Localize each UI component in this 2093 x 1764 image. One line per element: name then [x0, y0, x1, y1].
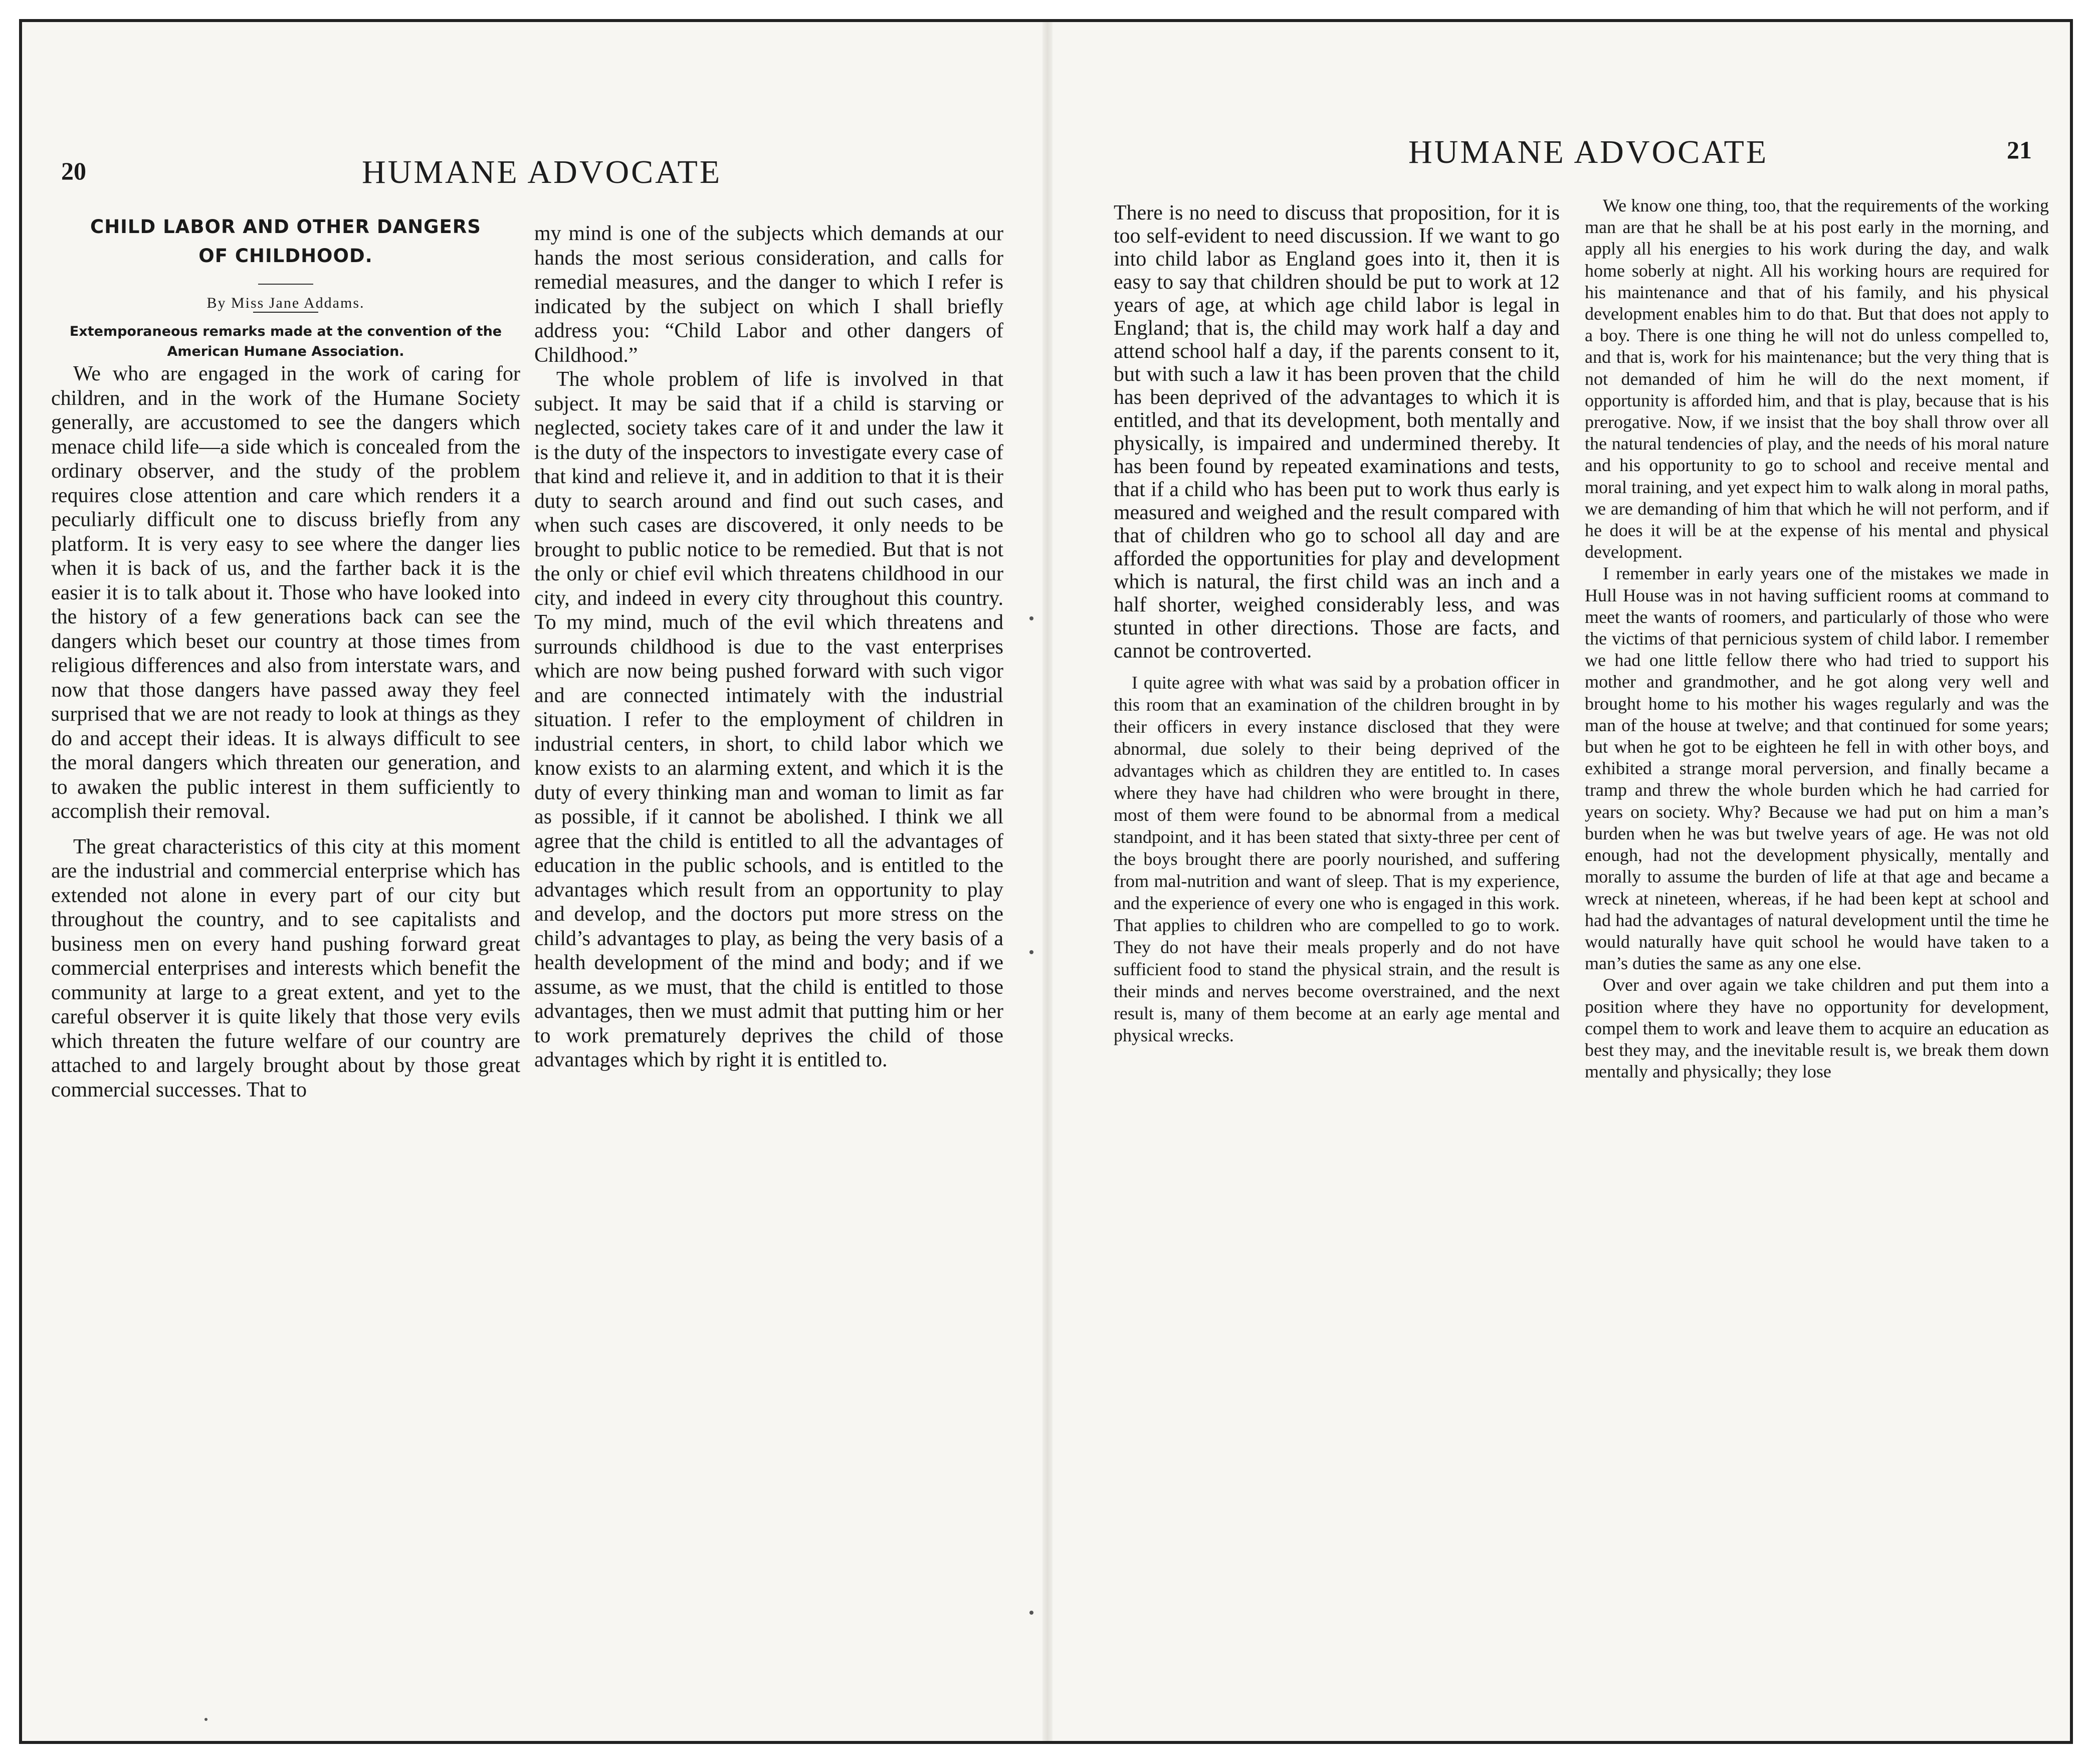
paragraph: I quite agree with what was said by a probation officer in this room that an examination of the children brought in by their officers in every instance disclosed that they were abnormal, due solely to their being deprived of the advantages which as children they are entitled to. In cases where they have had children who were brought in there, most of them were found to be abnormal from a medical standpoint, and it has been stated that sixty-three per cent of the boys brought there are poorly nourished, and suffering from mal-nutrition and want of sleep. That is my experience, and the experience of every one who is engaged in this work. That applies to children who are compelled to go to work. They do not have their meals properly and do not have sufficient food to stand the physical strain, and the result is their minds and nerves become overstrained, and the next result is, many of them become at an early age mental and physical wrecks.: [1114, 673, 1560, 1045]
title-divider: [258, 284, 313, 285]
article-title: [51, 212, 520, 271]
paragraph: my mind is one of the subjects which demands at our hands the most serious consideration, and calls for remedial measures, and the danger to which I refer is indicated by the subject on which I shall briefly address you: “Child Labor and other dangers of Childhood.”: [534, 222, 1003, 367]
scan-speck: [1029, 616, 1033, 620]
column-3: [1114, 201, 1560, 1046]
paragraph: Over and over again we take children and put them into a position where they have no opportunity for development, compel them to work and leave them to acquire an education as best they may, and the inevitable result is, we break them down mentally and physically; they lose: [1585, 975, 2049, 1082]
paragraph: We who are engaged in the work of caring for children, and in the work of the Humane Society generally, are accustomed to see the dangers which menace child life—a side which is concealed from the ordinary observer, and the study of the problem requires close attention and care which renders it a peculiarly difficult one to discuss briefly from any platform. It is very easy to see where the danger lies when it is back of us, and the farther back it is the easier it is to talk about it. Those who have looked into the history of a few generations back can see the dangers which beset our country at those times from religious differences and also from interstate wars, and now that those dangers have passed away they feel surprised that we are not ready to look at things as they do and accept their ideas. It is always difficult to see the moral dangers which threaten our generation, and to awaken the public interest in them sufficiently to accomplish their removal.: [51, 362, 520, 823]
page-number: 21: [2007, 136, 2032, 164]
scan-speck: [204, 1718, 207, 1721]
scan-speck: [1029, 950, 1033, 954]
page-number: 20: [61, 157, 86, 185]
byline: By Miss Jane Addams.: [206, 295, 365, 311]
column-2: [534, 222, 1003, 1072]
article-title-line-2: OF CHILDHOOD.: [198, 245, 373, 267]
paragraph: I remember in early years one of the mistakes we made in Hull House was in not having sufficient rooms at command to meet the wants of roomers, and particularly of those who were the victims of that pernicious system of child labor. I remember we had one little fellow there who had tried to support his mother and grandmother, and he got along very well and brought home to his mother his wages regularly and was the man of the house at twelve; and that continued for some years; but when he got to be eighteen he fell in with other boys, and exhibited a strange moral perversion, and finally became a tramp and threw the whole burden which he had carried for years on society. Why? Because we had put on him a man’s burden when he was but twelve years of age. He was not old enough, had not the development physically, mentally and morally to assume the burden of life at that age and became a wreck at nineteen, whereas, if he had been kept at school and had had the advantages of natural development until the time he would naturally have quit school he would have taken to a man’s duties the same as any one else.: [1585, 563, 2049, 974]
paragraph: There is no need to discuss that proposition, for it is too self-evident to need discussion. If we want to go into child labor as England goes into it, then it is easy to say that children should be put to work at 12 years of age, at which age child labor is legal in England; that is, the child may work half a day and attend school half a day, if the parents consent to it, but with such a law it has been proven that the child has been deprived of the advantages to which it is entitled, and that its development, both mentally and physically, is impaired and undermined thereby. It has been found by repeated examinations and tests, that if a child who has been put to work thus early is measured and weighed and the result compared with that of children who go to school all day and are afforded the opportunities for play and development which is natural, the first child was an inch and a half shorter, weighed considerably less, and was stunted in other directions. Those are facts, and cannot be controverted.: [1114, 201, 1560, 663]
article-title-line-1: CHILD LABOR AND OTHER DANGERS: [90, 216, 481, 238]
column-1: [51, 212, 520, 1102]
paragraph: The whole problem of life is involved in that subject. It may be said that if a child is starving or neglected, society takes care of it and under the law it is the duty of the inspectors to investigate every case of that kind and relieve it, and in addition to that it is their duty to search around and find out such cases, and when such cases are discovered, it only needs to be brought to public notice to be remedied. But that is not the only or chief evil which threatens childhood in our city, and indeed in every city throughout this country. To my mind, much of the evil which threatens and surrounds childhood is due to the vast enterprises which are now being pushed forward with such vigor and are connected intimately with the industrial situation. I refer to the employment of children in industrial centers, in short, to child labor which we know exists to an alarming extent, and which it is the duty of every thinking man and woman to limit as far as possible, if it cannot be abolished. I think we all agree that the child is entitled to all the advantages of education in the public schools, and is entitled to the advantages which result from an opportunity to play and develop, and the doctors put more stress on the child’s advantages to play, as being the very basis of a health development of the mind and body; and if we assume, as we must, that the child is entitled to those advantages, then we must admit that putting him or her to work prematurely deprives the child of those advantages which by right it is entitled to.: [534, 368, 1003, 1071]
byline-divider: [253, 312, 318, 313]
paragraph: We know one thing, too, that the requirements of the working man are that he shall be at his post early in the morning, and apply all his energies to his work during the day, and walk home soberly at night. All his working hours are required for his maintenance and that of his family, and his physical development enables him to do that. But that does not apply to a boy. There is one thing he will not do unless compelled to, and that is, work for his maintenance; but the very thing that is not demanded of him he will do the next moment, if opportunity is afforded him, and that is play, because that is his prerogative. Now, if we insist that the boy shall throw over all the natural tendencies of play, and the needs of his moral nature and his opportunity to go to school and receive mental and moral training, and yet expect him to walk along in moral paths, we are demanding of him that which he will not perform, and if he does it will be at the expense of his mental and physical development.: [1585, 195, 2049, 562]
paragraph: The great characteristics of this city at this moment are the industrial and commercial enterprise which has extended not alone in every part of our city but throughout the country, and to see capitalists and business men on every hand pushing forward great commercial enterprises and interests which benefit the community at large to a great extent, and yet to the careful observer it is quite likely that those very evils which threaten the future welfare of our country are attached to and largely brought about by those great commercial successes. That to: [51, 835, 520, 1101]
scan-speck: [1029, 1611, 1033, 1615]
right-page: [1050, 22, 2070, 1741]
running-head: HUMANE ADVOCATE: [362, 154, 722, 190]
scanned-magazine-spread: [19, 19, 2073, 1744]
running-head: HUMANE ADVOCATE: [1408, 134, 1769, 170]
column-4: [1585, 195, 2049, 1082]
left-page: [22, 22, 1050, 1741]
intro-note: Extemporaneous remarks made at the convention of the American Humane Association.: [69, 324, 502, 359]
